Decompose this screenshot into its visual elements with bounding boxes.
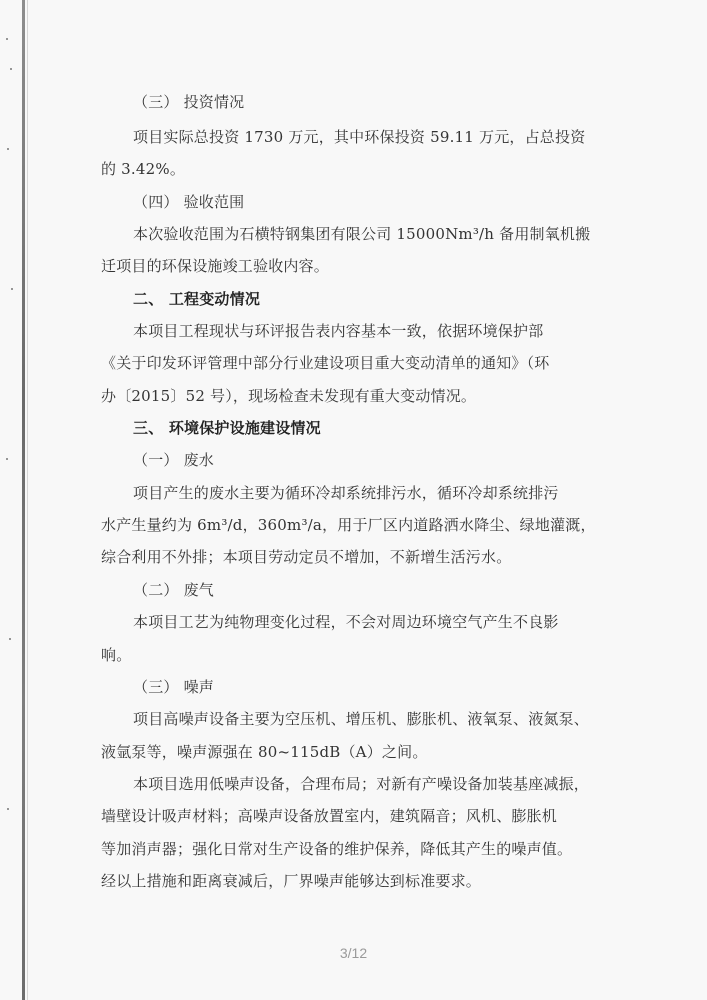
paragraph-line: 综合利用不外排；本项目劳动定员不增加，不新增生活污水。: [101, 548, 512, 566]
paragraph-line: 项目实际总投资 1730 万元，其中环保投资 59.11 万元，占总投资: [133, 128, 586, 146]
paragraph-line: 本项目工艺为纯物理变化过程，不会对周边环境空气产生不良影: [133, 613, 559, 631]
section-facilities-heading: 三、 环境保护设施建设情况: [133, 419, 321, 437]
subsection-noise-heading: （三） 噪声: [133, 678, 214, 696]
scan-edge-shadow: [27, 0, 28, 1000]
subsection-wastewater-heading: （一） 废水: [133, 451, 214, 469]
paragraph-line: 水产生量约为 6m³/d，360m³/a，用于厂区内道路洒水降尘、绿地灌溉，: [101, 516, 596, 534]
paragraph-line: 本项目选用低噪声设备，合理布局；对新有产噪设备加装基座减振，: [133, 775, 590, 793]
paragraph-line: 的 3.42%。: [101, 160, 186, 178]
section-scope-heading: （四） 验收范围: [133, 193, 245, 211]
paragraph-line: 本次验收范围为石横特钢集团有限公司 15000Nm³/h 备用制氧机搬: [133, 225, 591, 243]
paragraph-line: 《关于印发环评管理中部分行业建设项目重大变动清单的通知》（环: [101, 354, 550, 372]
paragraph-line: 办〔2015〕52 号），现场检查未发现有重大变动情况。: [101, 387, 477, 405]
paragraph-line: 项目高噪声设备主要为空压机、增压机、膨胀机、液氧泵、液氮泵、: [133, 710, 590, 728]
subsection-waste-gas-heading: （二） 废气: [133, 581, 214, 599]
section-investment-heading: （三） 投资情况: [133, 93, 245, 111]
paragraph-line: 迁项目的环保设施竣工验收内容。: [101, 257, 330, 275]
page-number: 3/12: [339, 945, 368, 961]
paragraph-line: 项目产生的废水主要为循环冷却系统排污水，循环冷却系统排污: [133, 484, 559, 502]
paragraph-line: 本项目工程现状与环评报告表内容基本一致，依据环境保护部: [133, 322, 544, 340]
scan-binding-edge: [22, 0, 25, 1000]
paragraph-line: 液氩泵等，噪声源强在 80~115dB（A）之间。: [101, 743, 428, 761]
scan-specks: [4, 28, 18, 988]
paragraph-line: 墙壁设计吸声材料；高噪声设备放置室内，建筑隔音；风机、膨胀机: [101, 807, 558, 825]
paragraph-line: 响。: [101, 646, 132, 664]
paragraph-line: 等加消声器；强化日常对生产设备的维护保养，降低其产生的噪声值。: [101, 840, 573, 858]
section-changes-heading: 二、 工程变动情况: [133, 290, 261, 308]
paragraph-line: 经以上措施和距离衰减后，厂界噪声能够达到标准要求。: [101, 872, 482, 890]
